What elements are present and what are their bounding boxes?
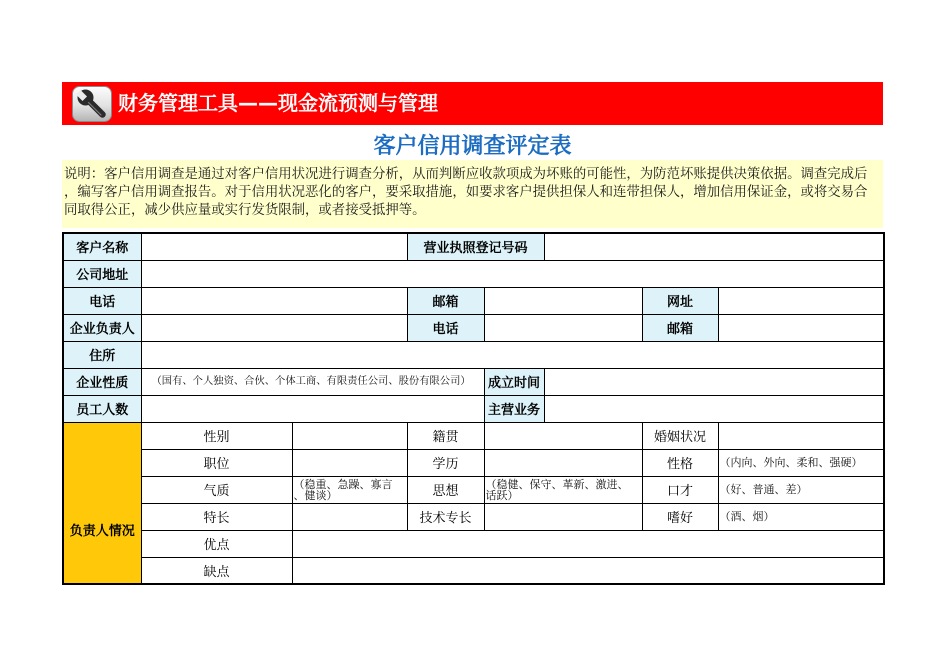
form-row [63,341,884,368]
weaknesses-cell[interactable] [292,557,884,584]
business-license-label: 营业执照登记号码 [407,233,544,260]
form-row [63,233,884,260]
temperament-label: 气质 [141,476,292,503]
description-line: 同取得公正，减少供应量或实行发货限制，或者接受抵押等。 [64,203,426,218]
strengths-cell[interactable] [292,530,884,557]
technical-expertise-label: 技术专长 [407,503,484,530]
form-row [63,260,884,287]
app-header-bar [62,82,883,125]
company-address-label: 公司地址 [63,260,141,287]
form-row [63,530,884,557]
table-body [63,233,884,584]
eloquence-label: 口才 [642,476,718,503]
temperament-hint-line: 、健谈） [293,488,338,502]
form-row [63,503,884,530]
form-row [63,449,884,476]
education-label: 学历 [407,449,484,476]
description-box [62,160,883,228]
position-label: 职位 [141,449,292,476]
enterprise-nature-label: 企业性质 [63,368,141,395]
website-cell[interactable] [718,287,884,314]
enterprise-nature-cell[interactable] [141,368,484,395]
founded-date-cell[interactable] [544,368,884,395]
residence-cell[interactable] [141,341,884,368]
thinking-hint-line: 话跃） [485,488,519,502]
description-line: ，编写客户信用调查报告。对于信用状况恶化的客户，要采取措施，如要求客户提供担保人和连带担保人，增加信用保证金，或将交易合 [64,185,868,200]
company-address-cell[interactable] [141,260,884,287]
personality-label: 性格 [642,449,718,476]
company-email-cell[interactable] [484,287,642,314]
credit-survey-table [62,232,885,585]
gender-label: 性别 [141,422,292,449]
thinking-label: 思想 [407,476,484,503]
weaknesses-label: 缺点 [141,557,292,584]
marital-status-cell[interactable] [718,422,884,449]
temperament-cell[interactable] [292,476,407,503]
technical-expertise-cell[interactable] [484,503,642,530]
personality-cell[interactable] [718,449,884,476]
hobby-hint: （酒、烟） [719,510,775,523]
app-title: 财务管理工具——现金流预测与管理 [118,91,438,115]
form-row [63,395,884,422]
temperament-hint-line: （稳重、急躁、寡言 [293,477,393,491]
marital-status-label: 婚姻状况 [642,422,718,449]
company-email-label: 邮箱 [407,287,484,314]
company-phone-cell[interactable] [141,287,407,314]
education-cell[interactable] [484,449,642,476]
form-row [63,557,884,584]
position-cell[interactable] [292,449,407,476]
legal-rep-email-label: 邮箱 [642,314,718,341]
person-section-label: 负责人情况 [63,422,141,584]
wrench-icon [72,86,112,122]
gender-cell[interactable] [292,422,407,449]
thinking-hint-line: （稳健、保守、革新、激进、 [485,477,629,491]
legal-rep-label: 企业负责人 [63,314,141,341]
eloquence-cell[interactable] [718,476,884,503]
personality-hint: （内向、外向、柔和、强硬） [719,456,863,469]
form-row [63,422,884,449]
eloquence-hint: （好、普通、差） [719,483,808,496]
main-business-cell[interactable] [544,395,884,422]
native-place-cell[interactable] [484,422,642,449]
founded-date-label: 成立时间 [484,368,544,395]
strengths-label: 优点 [141,530,292,557]
native-place-label: 籍贯 [407,422,484,449]
customer-name-label: 客户名称 [63,233,141,260]
description-line: 说明：客户信用调查是通过对客户信用状况进行调查分析，从而判断应收款项成为坏账的可能性，为防范坏账提供决策依据。调查完成后 [64,167,868,182]
customer-name-cell[interactable] [141,233,407,260]
employee-count-label: 员工人数 [63,395,141,422]
form-row [63,476,884,503]
website-label: 网址 [642,287,718,314]
main-business-label: 主营业务 [484,395,544,422]
form-row [63,287,884,314]
form-row [63,368,884,395]
employee-count-cell[interactable] [141,395,484,422]
specialty-label: 特长 [141,503,292,530]
form-row [63,314,884,341]
business-license-cell[interactable] [544,233,884,260]
company-phone-label: 电话 [63,287,141,314]
specialty-cell[interactable] [292,503,407,530]
thinking-cell[interactable] [484,476,642,503]
form-title: 客户信用调查评定表 [373,134,572,159]
hobby-label: 嗜好 [642,503,718,530]
legal-rep-phone-label: 电话 [407,314,484,341]
legal-rep-email-cell[interactable] [718,314,884,341]
legal-rep-phone-cell[interactable] [484,314,642,341]
residence-label: 住所 [63,341,141,368]
hobby-cell[interactable] [718,503,884,530]
legal-rep-cell[interactable] [141,314,407,341]
enterprise-nature-hint: （国有、个人独资、合伙、个体工商、有限责任公司、股份有限公司） [151,375,471,387]
